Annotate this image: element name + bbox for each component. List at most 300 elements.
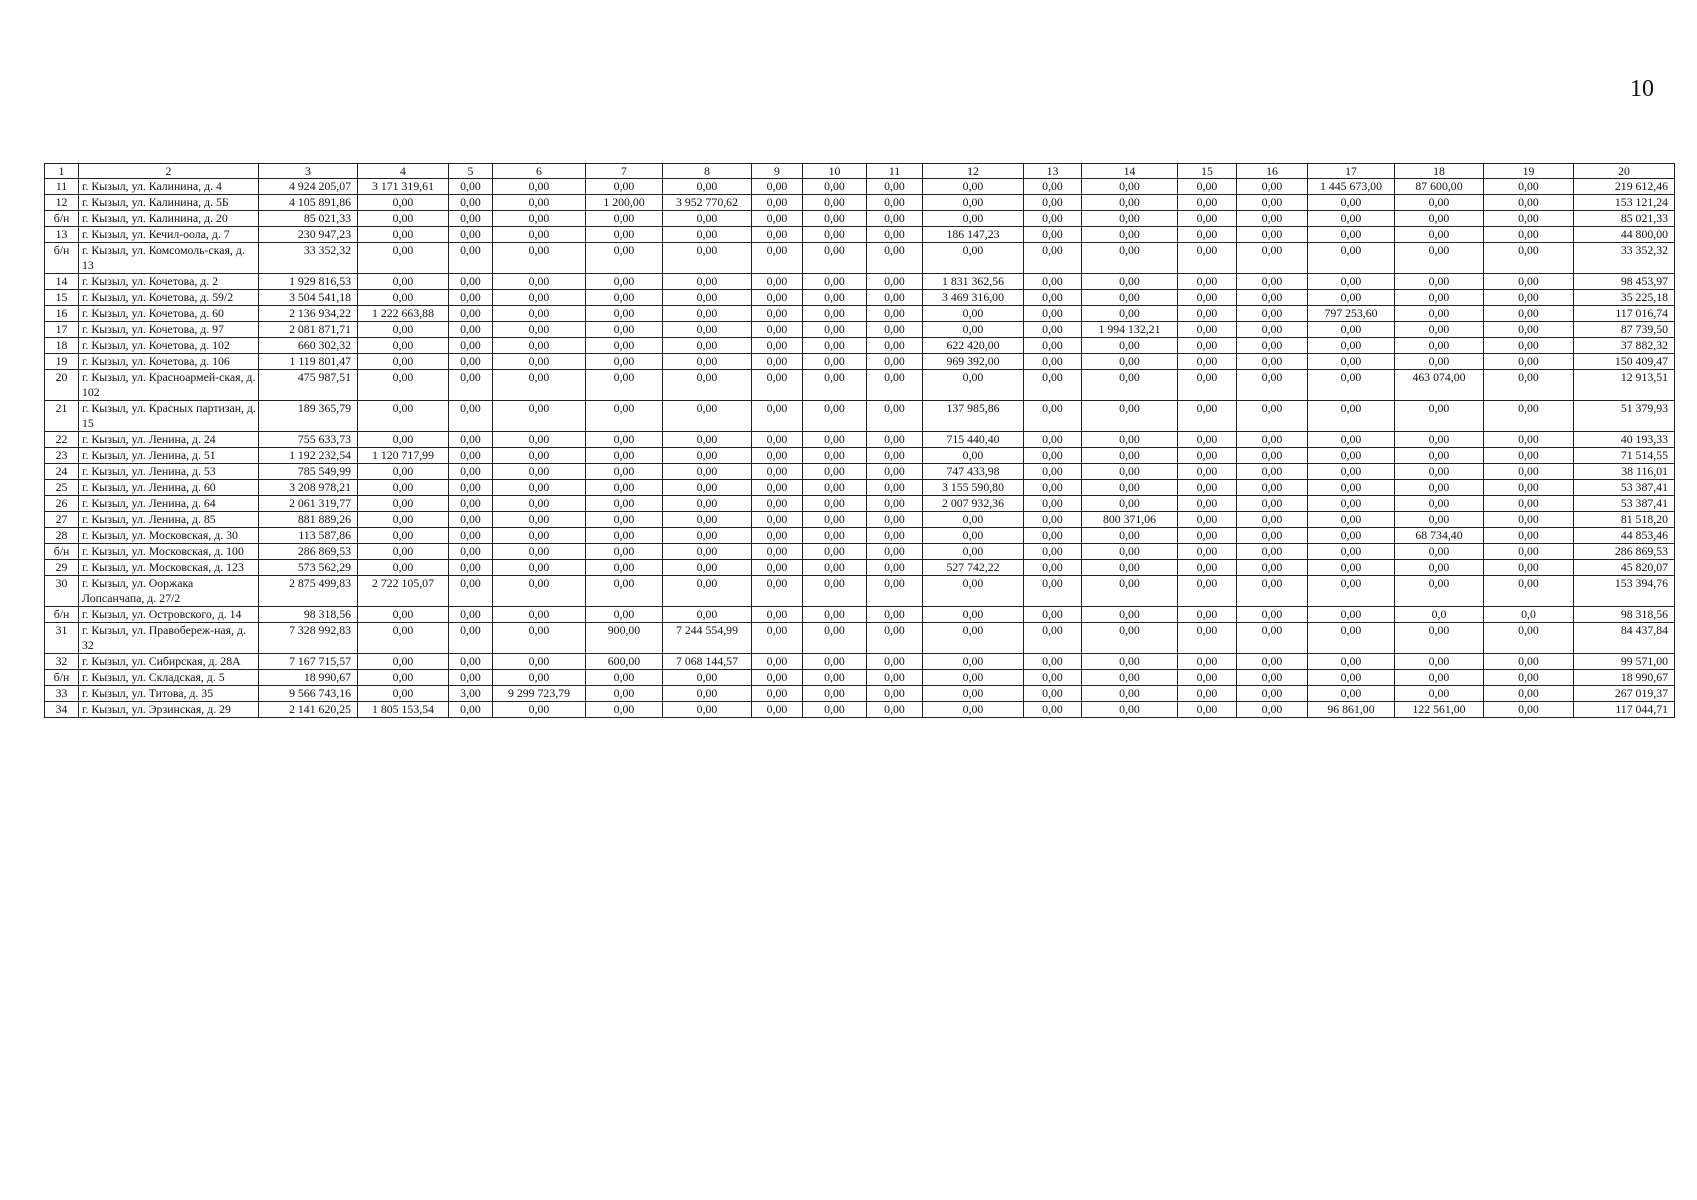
amount-cell: 0,00 [752,227,803,243]
amount-cell: 0,00 [1395,243,1484,274]
amount-cell: 0,00 [493,227,586,243]
amount-cell: 475 987,51 [259,370,358,401]
amount-cell: 137 985,86 [923,401,1024,432]
address-cell: г. Кызыл, ул. Ленина, д. 24 [79,432,259,448]
address-cell: г. Кызыл, ул. Ленина, д. 51 [79,448,259,464]
amount-cell: 747 433,98 [923,464,1024,480]
amount-cell: 0,00 [358,496,449,512]
amount-cell: 0,00 [803,544,867,560]
table-row [45,243,1675,274]
amount-cell: 0,00 [1308,670,1395,686]
column-number-row [45,164,1675,179]
row-number-cell: 20 [45,370,79,401]
column-number-header: 19 [1484,164,1574,179]
amount-cell: 0,00 [752,464,803,480]
amount-cell: 0,00 [586,576,663,607]
amount-cell: 0,00 [663,322,752,338]
amount-cell: 0,00 [1237,480,1308,496]
amount-cell: 33 352,32 [259,243,358,274]
amount-cell: 0,00 [663,670,752,686]
amount-cell: 0,00 [663,448,752,464]
amount-cell: 0,00 [1178,322,1237,338]
amount-cell: 9 299 723,79 [493,686,586,702]
amount-cell: 0,00 [493,544,586,560]
address-cell: г. Кызыл, ул. Кочетова, д. 97 [79,322,259,338]
amount-cell: 0,00 [1178,401,1237,432]
table-row [45,576,1675,607]
amount-cell: 0,00 [1395,448,1484,464]
address-cell: г. Кызыл, ул. Кочетова, д. 60 [79,306,259,322]
amount-cell: 1 805 153,54 [358,702,449,718]
amount-cell: 660 302,32 [259,338,358,354]
amount-cell: 0,00 [1395,354,1484,370]
amount-cell: 0,00 [493,607,586,623]
amount-cell: 113 587,86 [259,528,358,544]
amount-cell: 0,00 [803,607,867,623]
table-row [45,290,1675,306]
amount-cell: 0,00 [1308,274,1395,290]
amount-cell: 0,00 [1395,274,1484,290]
amount-cell: 527 742,22 [923,560,1024,576]
amount-cell: 35 225,18 [1574,290,1675,306]
amount-cell: 0,00 [803,496,867,512]
table-row [45,322,1675,338]
amount-cell: 0,00 [1178,179,1237,195]
table-row [45,496,1675,512]
amount-cell: 0,00 [1082,496,1178,512]
amount-cell: 0,00 [586,227,663,243]
amount-cell: 0,00 [1237,654,1308,670]
amount-cell: 0,00 [1308,544,1395,560]
amount-cell: 0,00 [1395,670,1484,686]
amount-cell: 0,00 [1024,401,1082,432]
table-row [45,480,1675,496]
amount-cell: 0,00 [1484,670,1574,686]
amount-cell: 0,00 [1484,512,1574,528]
amount-cell: 153 394,76 [1574,576,1675,607]
amount-cell: 0,00 [1237,702,1308,718]
amount-cell: 0,00 [752,670,803,686]
amount-cell: 0,00 [867,480,923,496]
amount-cell: 0,00 [1237,432,1308,448]
amount-cell: 0,00 [358,227,449,243]
column-number-header: 5 [449,164,493,179]
amount-cell: 68 734,40 [1395,528,1484,544]
amount-cell: 0,00 [663,686,752,702]
amount-cell: 755 633,73 [259,432,358,448]
amount-cell: 0,00 [663,544,752,560]
amount-cell: 0,00 [1395,560,1484,576]
amount-cell: 0,00 [663,512,752,528]
amount-cell: 0,00 [923,448,1024,464]
amount-cell: 0,00 [1237,211,1308,227]
amount-cell: 0,00 [493,448,586,464]
amount-cell: 0,00 [663,306,752,322]
amount-cell: 600,00 [586,654,663,670]
amount-cell: 0,00 [1024,576,1082,607]
amount-cell: 0,00 [752,401,803,432]
amount-cell: 0,00 [358,686,449,702]
amount-cell: 0,00 [867,274,923,290]
amount-cell: 0,00 [449,243,493,274]
amount-cell: 0,00 [1308,322,1395,338]
amount-cell: 0,00 [752,274,803,290]
amount-cell: 2 007 932,36 [923,496,1024,512]
row-number-cell: 13 [45,227,79,243]
amount-cell: 0,00 [358,528,449,544]
amount-cell: 0,00 [803,227,867,243]
amount-cell: 0,00 [586,607,663,623]
amount-cell: 573 562,29 [259,560,358,576]
amount-cell: 0,00 [1237,448,1308,464]
amount-cell: 0,00 [867,464,923,480]
amount-cell: 85 021,33 [1574,211,1675,227]
amount-cell: 0,00 [493,322,586,338]
amount-cell: 0,00 [1024,512,1082,528]
amount-cell: 0,00 [449,560,493,576]
address-cell: г. Кызыл, ул. Островского, д. 14 [79,607,259,623]
amount-cell: 0,00 [1237,544,1308,560]
amount-cell: 0,00 [663,274,752,290]
amount-cell: 0,00 [867,227,923,243]
amount-cell: 2 875 499,83 [259,576,358,607]
amount-cell: 0,00 [586,496,663,512]
amount-cell: 0,00 [1237,370,1308,401]
amount-cell: 0,00 [1024,464,1082,480]
amount-cell: 0,00 [493,432,586,448]
amount-cell: 0,00 [449,623,493,654]
amount-cell: 0,00 [1082,528,1178,544]
amount-cell: 0,00 [1395,338,1484,354]
table-row [45,401,1675,432]
amount-cell: 0,00 [449,354,493,370]
amount-cell: 117 016,74 [1574,306,1675,322]
amount-cell: 0,00 [449,512,493,528]
amount-cell: 0,00 [1308,227,1395,243]
amount-cell: 0,00 [1024,448,1082,464]
amount-cell: 0,00 [586,290,663,306]
amount-cell: 0,00 [1484,195,1574,211]
amount-cell: 0,00 [1237,670,1308,686]
amount-cell: 0,00 [923,607,1024,623]
amount-cell: 0,00 [493,623,586,654]
amount-cell: 0,00 [1024,290,1082,306]
amount-cell: 0,00 [1024,227,1082,243]
amount-cell: 0,00 [923,322,1024,338]
amount-cell: 0,00 [752,654,803,670]
amount-cell: 98 453,97 [1574,274,1675,290]
amount-cell: 153 121,24 [1574,195,1675,211]
amount-cell: 0,00 [493,338,586,354]
amount-cell: 0,00 [1395,290,1484,306]
address-cell: г. Кызыл, ул. Кочетова, д. 2 [79,274,259,290]
table-row [45,560,1675,576]
amount-cell: 0,00 [1237,528,1308,544]
amount-cell: 0,00 [493,195,586,211]
column-number-header: 4 [358,164,449,179]
amount-cell: 0,00 [1484,448,1574,464]
amount-cell: 0,00 [586,528,663,544]
amount-cell: 0,00 [1024,179,1082,195]
amount-cell: 0,00 [586,432,663,448]
amount-cell: 0,00 [1308,686,1395,702]
amount-cell: 0,00 [803,401,867,432]
amount-cell: 0,00 [1024,702,1082,718]
amount-cell: 0,00 [752,480,803,496]
address-cell: г. Кызыл, ул. Кочетова, д. 102 [79,338,259,354]
address-cell: г. Кызыл, ул. Ленина, д. 60 [79,480,259,496]
row-number-cell: 17 [45,322,79,338]
amount-cell: 0,00 [1082,448,1178,464]
amount-cell: 0,00 [449,338,493,354]
row-number-cell: б/н [45,211,79,227]
amount-cell: 0,00 [1395,654,1484,670]
amount-cell: 0,00 [1395,306,1484,322]
table-row [45,227,1675,243]
table-row [45,686,1675,702]
row-number-cell: 14 [45,274,79,290]
amount-cell: 0,00 [1237,227,1308,243]
amount-cell: 0,0 [1484,607,1574,623]
amount-cell: 0,00 [752,306,803,322]
row-number-cell: 27 [45,512,79,528]
amount-cell: 0,00 [358,464,449,480]
row-number-cell: 18 [45,338,79,354]
amount-cell: 0,00 [803,464,867,480]
table-row [45,528,1675,544]
table-row [45,702,1675,718]
amount-cell: 0,00 [586,480,663,496]
amount-cell: 0,00 [663,576,752,607]
amount-cell: 2 722 105,07 [358,576,449,607]
amount-cell: 0,00 [923,654,1024,670]
row-number-cell: 24 [45,464,79,480]
amount-cell: 0,00 [1024,306,1082,322]
amount-cell: 0,00 [1082,702,1178,718]
amount-cell: 0,00 [449,432,493,448]
amount-cell: 0,00 [1082,370,1178,401]
amount-cell: 0,00 [867,623,923,654]
amount-cell: 0,00 [803,354,867,370]
amount-cell: 0,00 [1395,211,1484,227]
amount-cell: 0,00 [1024,560,1082,576]
amount-cell: 0,00 [1308,354,1395,370]
amount-cell: 81 518,20 [1574,512,1675,528]
amount-cell: 0,00 [1237,290,1308,306]
table-row [45,195,1675,211]
row-number-cell: 34 [45,702,79,718]
amount-cell: 0,00 [1178,576,1237,607]
column-number-header: 9 [752,164,803,179]
amount-cell: 0,00 [358,654,449,670]
amount-cell: 0,00 [1308,290,1395,306]
amount-cell: 1 120 717,99 [358,448,449,464]
amount-cell: 881 889,26 [259,512,358,528]
amount-cell: 0,00 [1024,354,1082,370]
amount-cell: 0,00 [493,528,586,544]
amount-cell: 0,00 [663,480,752,496]
table-row [45,607,1675,623]
amount-cell: 0,00 [867,195,923,211]
table-row [45,338,1675,354]
amount-cell: 1 119 801,47 [259,354,358,370]
amount-cell: 0,00 [1237,560,1308,576]
amount-cell: 0,00 [1024,496,1082,512]
amount-cell: 0,00 [1484,401,1574,432]
amount-cell: 0,00 [1308,623,1395,654]
amount-cell: 0,00 [493,702,586,718]
row-number-cell: 32 [45,654,79,670]
amount-cell: 0,00 [1024,432,1082,448]
amount-cell: 463 074,00 [1395,370,1484,401]
column-number-header: 12 [923,164,1024,179]
amount-cell: 0,00 [586,243,663,274]
address-cell: г. Кызыл, ул. Московская, д. 100 [79,544,259,560]
amount-cell: 0,00 [923,686,1024,702]
amount-cell: 0,00 [449,195,493,211]
amount-cell: 0,00 [1484,354,1574,370]
amount-cell: 0,00 [493,179,586,195]
column-number-header: 2 [79,164,259,179]
amount-cell: 0,00 [1308,338,1395,354]
amount-cell: 0,00 [1082,211,1178,227]
amount-cell: 0,0 [1395,607,1484,623]
amount-cell: 0,00 [867,322,923,338]
amount-cell: 0,00 [1178,670,1237,686]
amount-cell: 0,00 [752,354,803,370]
amount-cell: 0,00 [752,338,803,354]
amount-cell: 2 136 934,22 [259,306,358,322]
amount-cell: 0,00 [1308,370,1395,401]
amount-cell: 0,00 [923,179,1024,195]
amount-cell: 0,00 [1308,480,1395,496]
amount-cell: 0,00 [1484,211,1574,227]
table-row [45,448,1675,464]
row-number-cell: 30 [45,576,79,607]
amount-cell: 0,00 [586,512,663,528]
amount-cell: 0,00 [1484,274,1574,290]
column-number-header: 1 [45,164,79,179]
amount-cell: 0,00 [1082,432,1178,448]
amount-cell: 0,00 [1237,306,1308,322]
amount-cell: 0,00 [803,322,867,338]
amount-cell: 44 800,00 [1574,227,1675,243]
amount-cell: 0,00 [1395,322,1484,338]
amount-cell: 0,00 [1237,512,1308,528]
amount-cell: 0,00 [1178,227,1237,243]
amount-cell: 0,00 [586,560,663,576]
address-cell: г. Кызыл, ул. Московская, д. 123 [79,560,259,576]
amount-cell: 0,00 [1484,227,1574,243]
amount-cell: 117 044,71 [1574,702,1675,718]
amount-cell: 0,00 [449,290,493,306]
address-cell: г. Кызыл, ул. Ленина, д. 64 [79,496,259,512]
amount-cell: 0,00 [1395,401,1484,432]
amount-cell: 3 952 770,62 [663,195,752,211]
amount-cell: 0,00 [586,670,663,686]
amount-cell: 0,00 [1082,464,1178,480]
amount-cell: 0,00 [752,576,803,607]
amount-cell: 9 566 743,16 [259,686,358,702]
amount-cell: 0,00 [1237,496,1308,512]
amount-cell: 189 365,79 [259,401,358,432]
amount-cell: 0,00 [867,448,923,464]
amount-cell: 0,00 [803,338,867,354]
address-cell: г. Кызыл, ул. Калинина, д. 5Б [79,195,259,211]
amount-cell: 0,00 [586,544,663,560]
amount-cell: 84 437,84 [1574,623,1675,654]
amount-cell: 0,00 [752,290,803,306]
amount-cell: 800 371,06 [1082,512,1178,528]
amount-cell: 12 913,51 [1574,370,1675,401]
amount-cell: 0,00 [1237,576,1308,607]
amount-cell: 0,00 [449,607,493,623]
amount-cell: 0,00 [1082,686,1178,702]
row-number-cell: 19 [45,354,79,370]
amount-cell: 2 081 871,71 [259,322,358,338]
amount-cell: 0,00 [586,464,663,480]
amount-cell: 0,00 [867,670,923,686]
amount-cell: 0,00 [358,560,449,576]
amount-cell: 0,00 [923,306,1024,322]
amount-cell: 0,00 [449,496,493,512]
amount-cell: 0,00 [663,290,752,306]
amount-cell: 40 193,33 [1574,432,1675,448]
amount-cell: 0,00 [449,480,493,496]
amount-cell: 2 061 319,77 [259,496,358,512]
amount-cell: 0,00 [1178,243,1237,274]
amount-cell: 0,00 [1484,496,1574,512]
amount-cell: 0,00 [752,195,803,211]
amount-cell: 0,00 [586,370,663,401]
amount-cell: 785 549,99 [259,464,358,480]
amount-cell: 286 869,53 [1574,544,1675,560]
amount-cell: 0,00 [1178,432,1237,448]
amount-cell: 0,00 [1395,544,1484,560]
address-cell: г. Кызыл, ул. Ленина, д. 53 [79,464,259,480]
amount-cell: 969 392,00 [923,354,1024,370]
amount-cell: 1 445 673,00 [1308,179,1395,195]
amount-cell: 797 253,60 [1308,306,1395,322]
amount-cell: 0,00 [663,702,752,718]
amount-cell: 3,00 [449,686,493,702]
amount-cell: 0,00 [663,464,752,480]
amount-cell: 0,00 [586,338,663,354]
amount-cell: 0,00 [1484,623,1574,654]
amount-cell: 0,00 [1024,544,1082,560]
row-number-cell: 11 [45,179,79,195]
table-row [45,464,1675,480]
amount-cell: 0,00 [493,654,586,670]
amount-cell: 0,00 [1024,370,1082,401]
amount-cell: 18 990,67 [259,670,358,686]
amount-cell: 53 387,41 [1574,480,1675,496]
amount-cell: 45 820,07 [1574,560,1675,576]
amount-cell: 0,00 [493,512,586,528]
amount-cell: 0,00 [493,290,586,306]
amount-cell: 1 222 663,88 [358,306,449,322]
amount-cell: 3 155 590,80 [923,480,1024,496]
amount-cell: 0,00 [663,243,752,274]
amount-cell: 0,00 [803,274,867,290]
amount-cell: 0,00 [1082,560,1178,576]
amount-cell: 0,00 [358,607,449,623]
amount-cell: 0,00 [449,448,493,464]
amount-cell: 0,00 [752,702,803,718]
amount-cell: 0,00 [1082,274,1178,290]
amount-cell: 0,00 [867,401,923,432]
amount-cell: 0,00 [1308,243,1395,274]
